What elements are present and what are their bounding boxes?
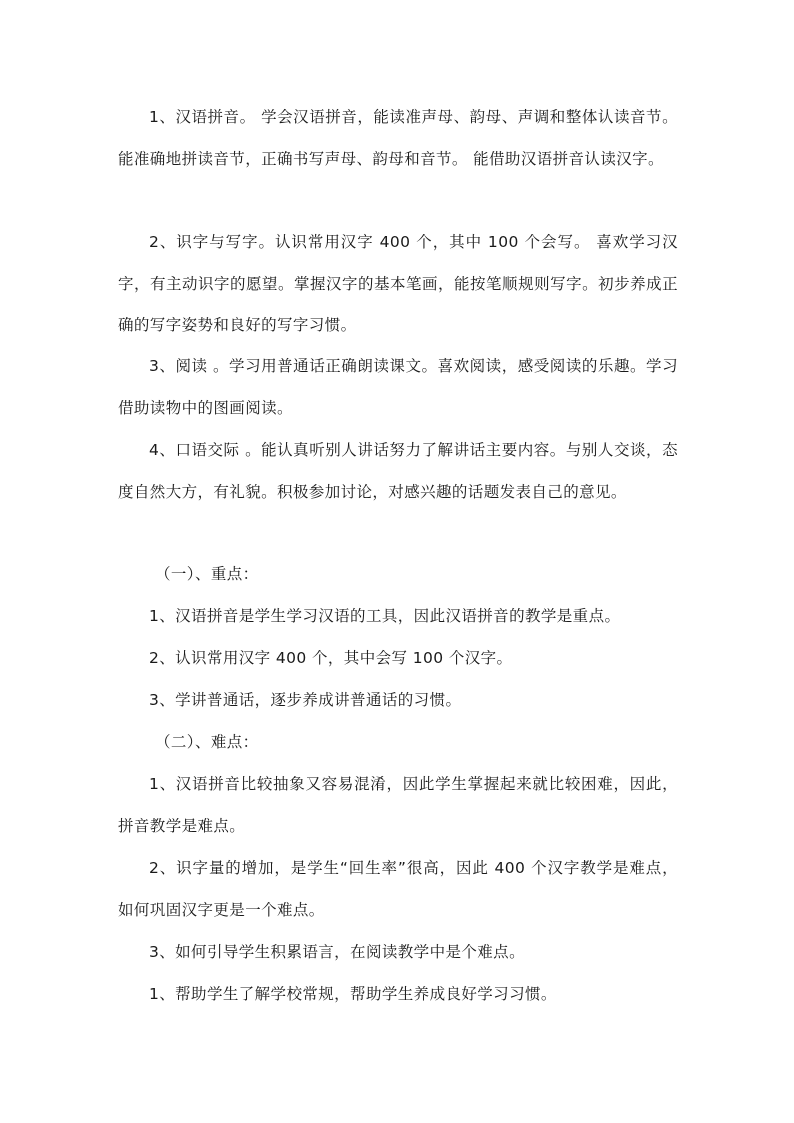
measure-item: 1、帮助学生了解学校常规，帮助学生养成良好学习习惯。 xyxy=(149,985,557,1003)
paragraph-reading-goal: 3、阅读 。学习用普通话正确朗读课文。喜欢阅读，感受阅读的乐趣。学习借助读物中的图画阅读。 xyxy=(118,357,678,417)
section-heading-difficulties: （二）、难点： xyxy=(155,733,259,751)
difficulty-item: 1、汉语拼音比较抽象又容易混淆，因此学生掌握起来就比较困难，因此，拼音教学是难点。 xyxy=(118,775,678,835)
paragraph-literacy-goal: 2、识字与写字。认识常用汉字 400 个，其中 100 个会写。 喜欢学习汉字，有主动识字的愿望。掌握汉字的基本笔画，能按笔顺规则写字。初步养成正确的写字姿势和良好的写字习惯。 xyxy=(118,233,678,334)
key-point-item: 3、学讲普通话，逐步养成讲普通话的习惯。 xyxy=(149,691,462,709)
paragraph-pinyin-goal: 1、汉语拼音。 学会汉语拼音，能读准声母、韵母、声调和整体认读音节。能准确地拼读音节，正确书写声母、韵母和音节。 能借助汉语拼音认读汉字。 xyxy=(118,108,678,168)
difficulty-item: 2、识字量的增加，是学生“回生率”很高，因此 400 个汉字教学是难点，如何巩固汉字更是一个难点。 xyxy=(118,859,678,919)
key-point-item: 2、认识常用汉字 400 个，其中会写 100 个汉字。 xyxy=(149,649,513,667)
difficulty-item: 3、如何引导学生积累语言，在阅读教学中是个难点。 xyxy=(149,943,525,961)
key-point-item: 1、汉语拼音是学生学习汉语的工具，因此汉语拼音的教学是重点。 xyxy=(149,607,621,625)
paragraph-oral-communication-goal: 4、口语交际 。能认真听别人讲话努力了解讲话主要内容。与别人交谈，态度自然大方，有礼貌。积极参加讨论，对感兴趣的话题发表自己的意见。 xyxy=(118,441,678,501)
section-heading-key-points: （一）、重点： xyxy=(155,565,259,583)
